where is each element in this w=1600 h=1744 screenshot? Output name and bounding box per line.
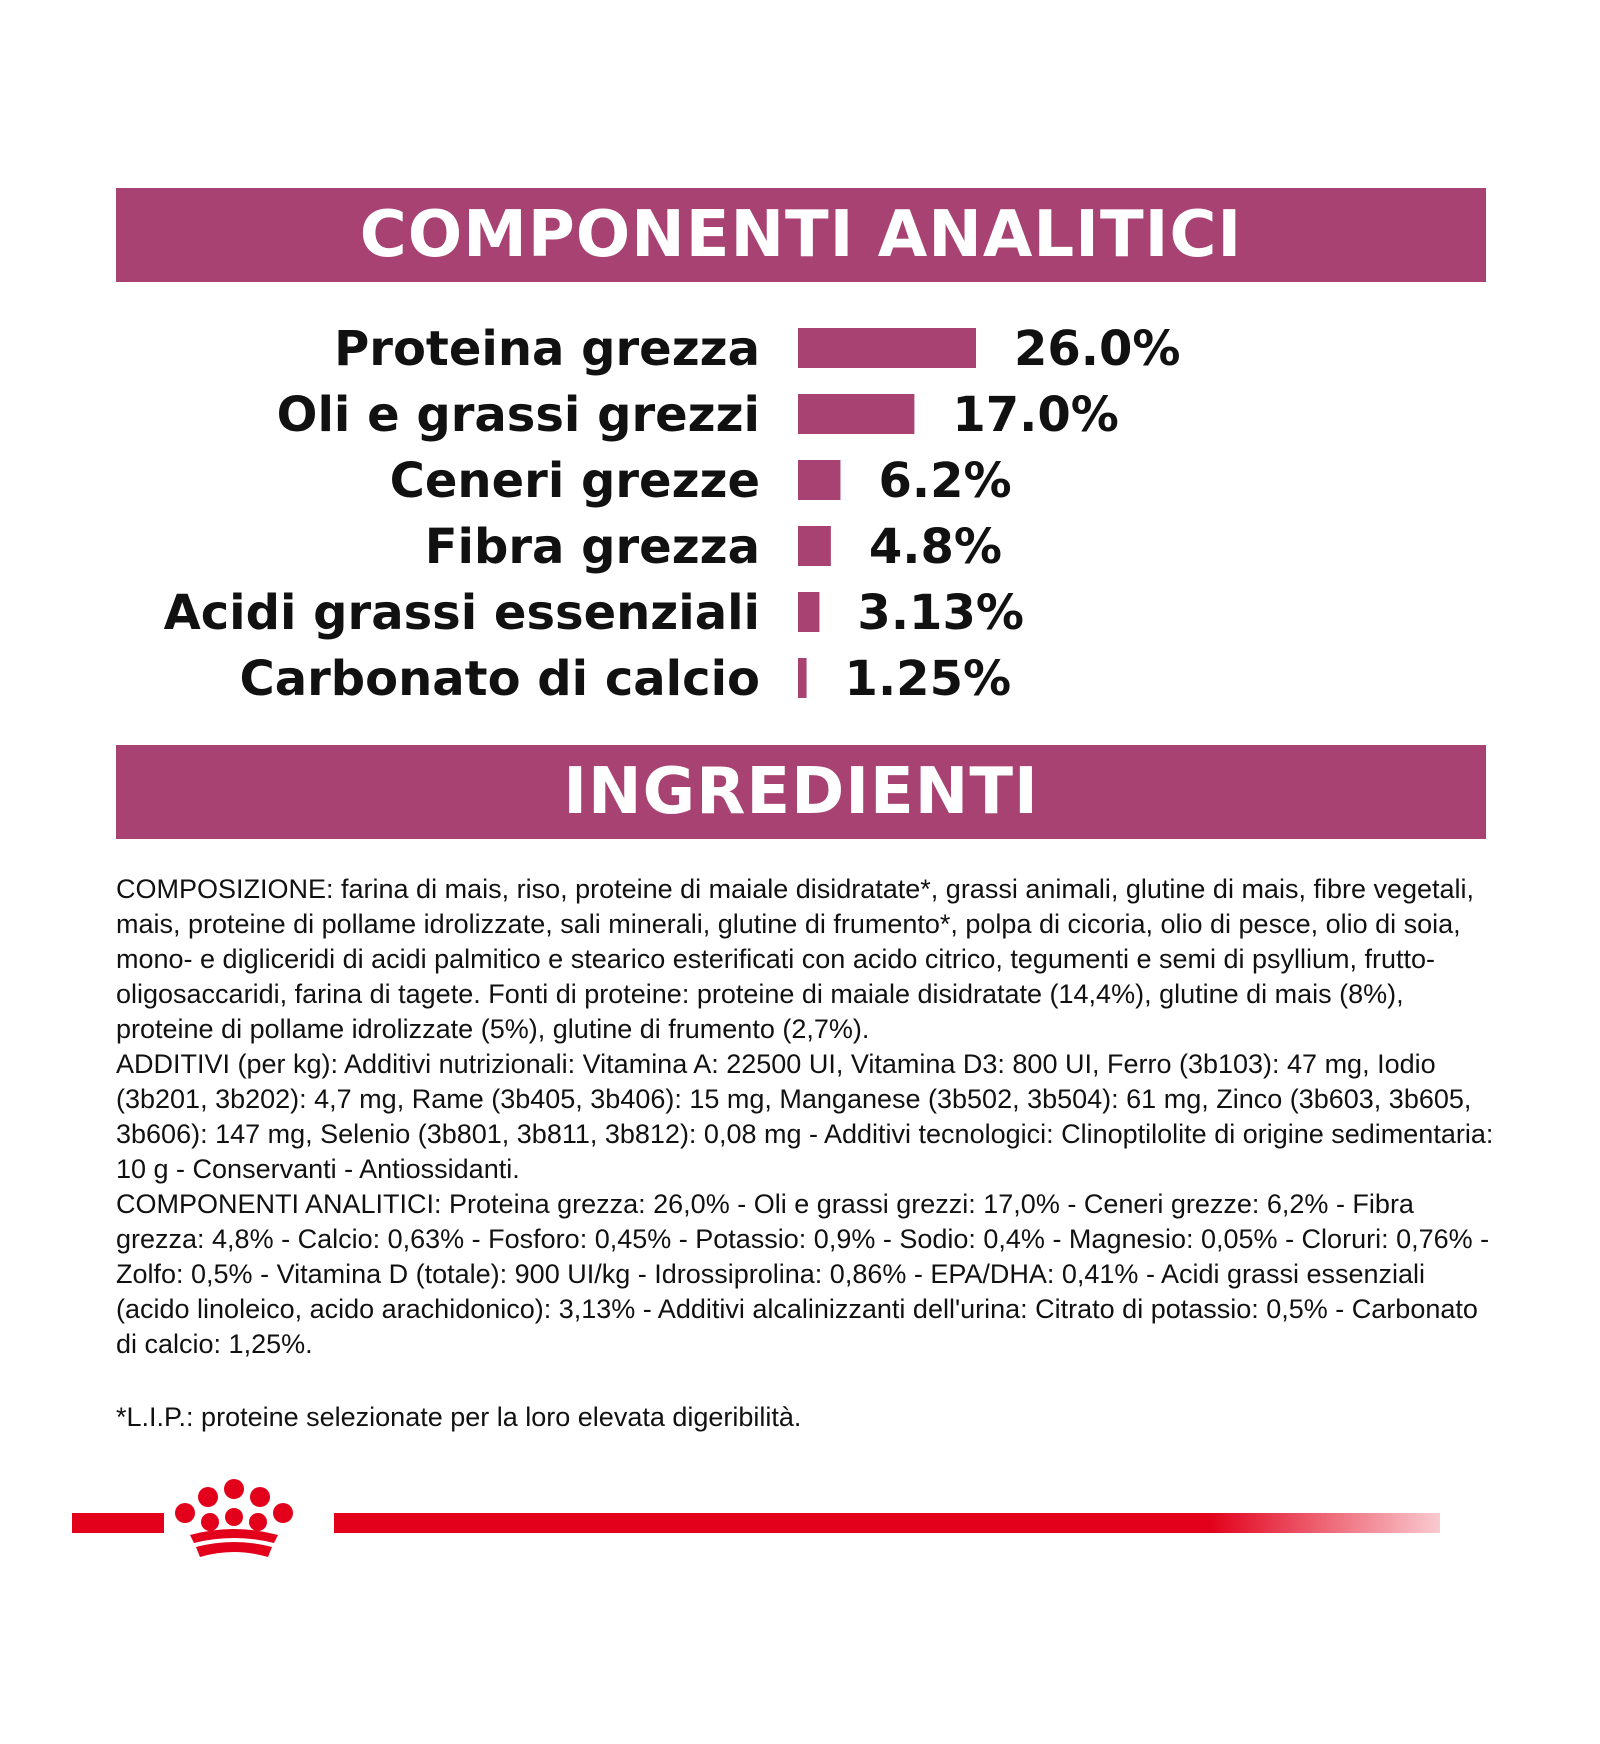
chart-bar	[798, 328, 976, 368]
section-banner-ingredients	[116, 745, 1486, 839]
section-title-analytic: COMPONENTI ANALITICI	[359, 198, 1243, 272]
section-title-ingredients: INGREDIENTI	[563, 755, 1039, 829]
brand-band	[70, 1475, 1440, 1575]
chart-category-label: Fibra grezza	[424, 519, 760, 575]
chart-bar	[798, 394, 914, 434]
crown-logo-icon	[175, 1479, 293, 1557]
chart-category-label: Ceneri grezze	[389, 453, 760, 509]
additives-paragraph: ADDITIVI (per kg): Additivi nutrizionali: Vitamina A: 22500 UI, Vitamina D3: 800 UI, Ferro (3b103): 47 mg, Iodio (3b201, 3b202): 4,7 mg, Rame (3b405, 3b406): 15 mg, Manganese (3b502, 3b504): 61 mg, Zinco (3b603, 3b605, 3b606): 147 mg, Selenio (3b801, 3b811, 3b812): 0,08 mg - Additivi tecnologici: Clinoptilolite di origine sedimentaria: 10 g - Conservanti - Antiossidanti.	[116, 1049, 1494, 1184]
footnote: *L.I.P.: proteine selezionate per la loro elevata digeribilità.	[116, 1402, 802, 1432]
chart-bar	[798, 460, 840, 500]
chart-value-label: 6.2%	[878, 453, 1012, 509]
chart-value-label: 4.8%	[868, 519, 1002, 575]
composition-paragraph: COMPOSIZIONE: farina di mais, riso, proteine di maiale disidratate*, grassi animali, glutine di mais, fibre vegetali, mais, proteine di pollame idrolizzate, sali minerali, glutine di frumento*, polpa di cicoria, olio di pesce, olio di soia, mono- e digliceridi di acidi palmitico e stearico esterificati con acido citrico, tegumenti e semi di psyllium, frutto-oligosaccaridi, farina di tagete. Fonti di proteine: proteine di maiale disidratate (14,4%), glutine di mais (8%), proteine di pollame idrolizzate (5%), glutine di frumento (2,7%).	[116, 874, 1475, 1044]
chart-value-label: 1.25%	[844, 651, 1012, 707]
ingredients-text-block	[116, 872, 1496, 1362]
chart-category-label: Acidi grassi essenziali	[163, 585, 760, 641]
chart-bar	[798, 592, 819, 632]
section-banner-analytic-components	[116, 188, 1486, 282]
analytic-paragraph: COMPONENTI ANALITICI: Proteina grezza: 26,0% - Oli e grassi grezzi: 17,0% - Ceneri grezze: 6,2% - Fibra grezza: 4,8% - Calcio: 0,63% - Fosforo: 0,45% - Potassio: 0,9% - Sodio: 0,4% - Magnesio: 0,05% - Cloruri: 0,76% - Zolfo: 0,5% - Vitamina D (totale): 900 UI/kg - Idrossiprolina: 0,86% - EPA/DHA: 0,41% - Acidi grassi essenziali (acido linoleico, acido arachidonico): 3,13% - Additivi alcalinizzanti dell'urina: Citrato di potassio: 0,5% - Carbonato di calcio: 1,25%.	[116, 1189, 1490, 1359]
chart-bar	[798, 658, 807, 698]
analytic-components-chart	[0, 310, 1600, 710]
chart-category-label: Oli e grassi grezzi	[276, 387, 760, 443]
brand-line-left	[72, 1513, 164, 1533]
brand-line-right	[334, 1513, 1440, 1533]
chart-value-label: 3.13%	[857, 585, 1024, 641]
chart-value-label: 17.0%	[952, 387, 1119, 443]
chart-bar	[798, 526, 831, 566]
chart-category-label: Proteina grezza	[334, 321, 760, 377]
chart-value-label: 26.0%	[1014, 321, 1181, 377]
chart-category-label: Carbonato di calcio	[239, 651, 760, 707]
